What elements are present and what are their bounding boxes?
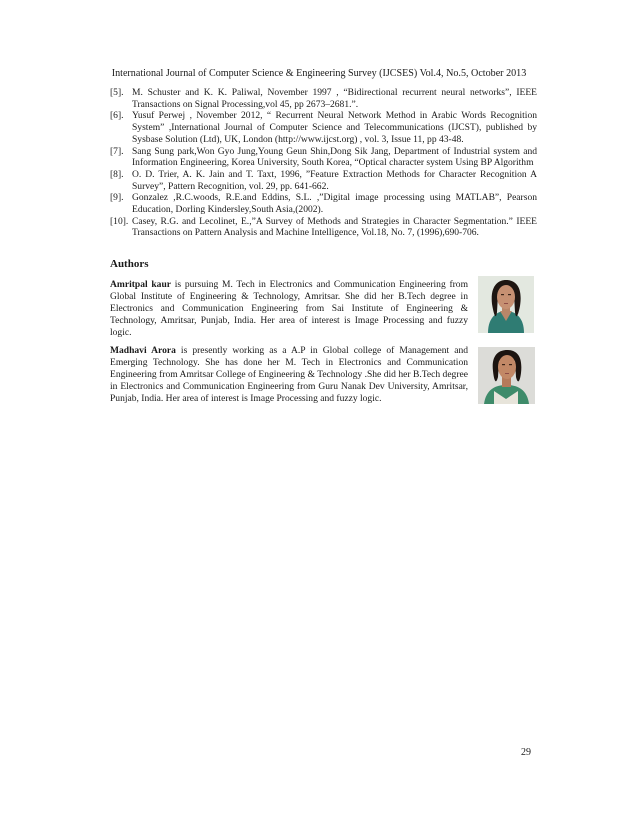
reference-item xyxy=(110,192,537,215)
reference-number: [7]. xyxy=(110,145,124,157)
reference-item xyxy=(110,146,537,169)
reference-number: [5]. xyxy=(110,87,124,98)
reference-number: [9]. xyxy=(110,192,124,204)
reference-text: Casey, R.G. and Lecolinet, E.,”A Survey of Methods and Strategies in Character Segmentation.” IEEE Transactions on Pattern Analysis and Machine Intelligence, Vol.18, No. 7, (1996),690-706. xyxy=(132,215,537,239)
journal-header: International Journal of Computer Science & Engineering Survey (IJCSES) Vol.4, No.5, October 2013 xyxy=(111,68,527,79)
author-bio-text: is presently working as a A.P in Global college of Management and Emerging Technology. She has done her M. Tech in Electronics and Communication Engineering from Amritsar College of Engineering & Technology .She did her B.Tech degree in Electronics and Communication Engineering from Guru Nanak Dev University, Amritsar, Punjab, India. Her area of interest is Image Processing and fuzzy logic. xyxy=(110,345,468,404)
reference-number: [8]. xyxy=(110,168,124,180)
author-photo-image xyxy=(478,276,534,333)
reference-number: [6]. xyxy=(110,110,124,122)
reference-item xyxy=(110,169,537,192)
author-bio-text: is pursuing M. Tech in Electronics and Communication Engineering from Global Institute of Engineering & Technology, Amritsar. She did her B.Tech degree in Electronics and Communication Engineering from Sai Institute of Engineering & Technology, Amritsar, Punjab, India. Her area of interest is Image Processing and fuzzy logic. xyxy=(110,279,469,338)
author-photo xyxy=(478,276,534,333)
author-bio xyxy=(110,345,468,405)
page-number: 29 xyxy=(521,747,531,758)
author-name: Madhavi Arora xyxy=(110,345,176,356)
reference-text: Yusuf Perwej , November 2012, “ Recurrent Neural Network Method in Arabic Words Recognition System” ,International Journal of Computer Science and Telecommunications (IJCST), published by Sysbase Solution (Ltd), UK, London (http://www.ijcst.org) , vol. 3, Issue 11, pp 43-48. xyxy=(132,110,537,145)
author-photo xyxy=(478,347,535,404)
reference-text: Gonzalez ,R.C.woods, R.E.and Eddins, S.L. ,”Digital image processing using MATLAB”, Pearson Education, Dorling Kindersley,South Asia,(2002). xyxy=(132,192,537,216)
references-list xyxy=(110,87,537,239)
author-bio xyxy=(110,279,468,339)
reference-item xyxy=(110,216,537,239)
reference-text: O. D. Trier, A. K. Jain and T. Taxt, 1996, ”Feature Extraction Methods for Character Recognition A Survey”, Pattern Recognition, vol. 29, pp. 641-662. xyxy=(132,168,537,192)
reference-text: M. Schuster and K. K. Paliwal, November 1997 , “Bidirectional recurrent neural networks”, IEEE Transactions on Signal Processing,vol 45, pp 2673–2681.”. xyxy=(132,87,537,110)
reference-text: Sang Sung park,Won Gyo Jung,Young Geun Shin,Dong Sik Jang, Department of Industrial system and Information Engineering, Korea University, South Korea, “Optical character system Using BP Algorithm xyxy=(132,145,537,169)
reference-item xyxy=(110,110,537,145)
authors-heading: Authors xyxy=(110,258,149,270)
reference-item xyxy=(110,87,537,110)
author-name: Amritpal kaur xyxy=(110,279,172,290)
reference-number: [10]. xyxy=(110,215,129,227)
author-photo-image xyxy=(478,347,535,404)
